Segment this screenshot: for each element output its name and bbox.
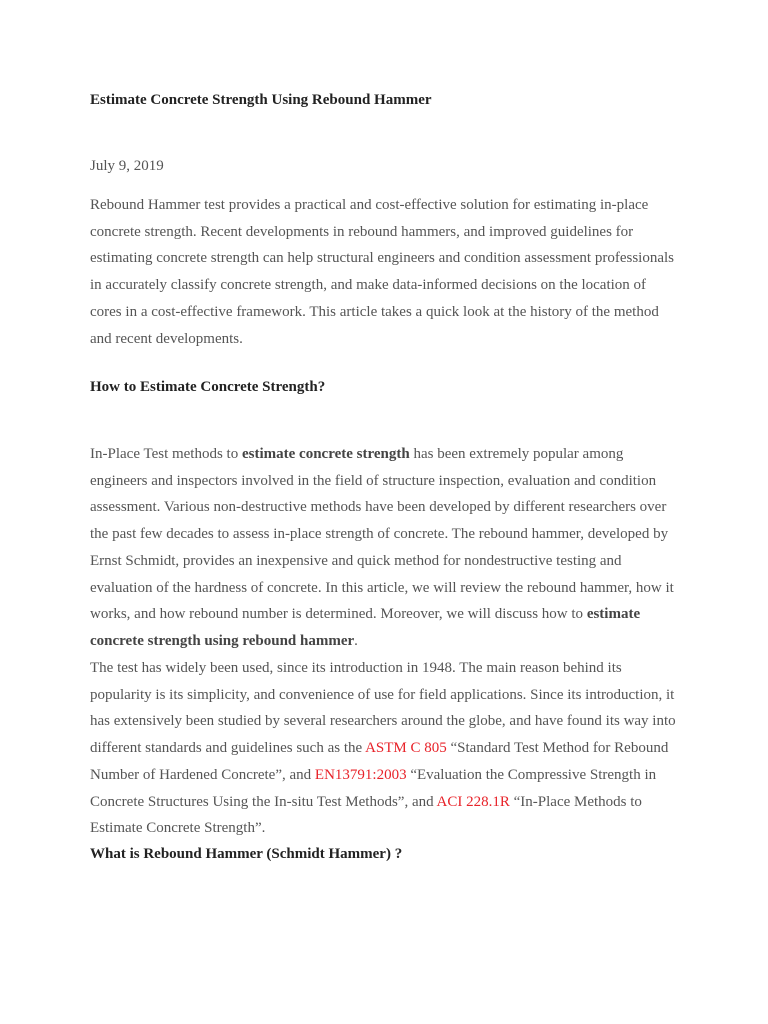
bold-phrase: estimate concrete strength [241, 446, 410, 462]
text-span: “In-Place Methods to Estimate Concrete Strength”. [90, 793, 642, 837]
text-span: has been extremely popular among engineers and inspectors involved in the field of structure inspection, evaluation and condition assessment. Various non-destructive methods have been developed by different researchers over the past few decades to assess in-place strength of concrete. The rebound hammer, developed by Ernst Schmidt, provides an inexpensive and quick method for nondestructive testing and evaluation of the hardness of concrete. In this article, we will review the rebound hammer, how it works, and how rebound number is determined. Moreover, we will discuss how to [90, 446, 674, 623]
bold-phrase: estimate concrete strength using rebound hammer [90, 606, 641, 649]
link-aci-228-1r[interactable]: ACI 228.1R [436, 793, 510, 810]
paragraph-test-history [90, 655, 680, 842]
text-span: “Standard Test Method for Rebound Number of Hardened Concrete”, and [90, 740, 669, 783]
text-span: The test has widely been used, since its introduction in 1948. The main reason behind its popularity is its simplicity, and convenience of use for field applications. Since its introduction, it has extensively been studied by several researchers around the globe, and have found its way into different standards and guidelines such as the [90, 660, 676, 757]
link-en13791[interactable]: EN13791:2003 [314, 766, 407, 783]
text-span: “Evaluation the Compressive Strength in Concrete Structures Using the In-situ Test Methods”, and [90, 766, 657, 810]
text-span: . [354, 632, 358, 649]
intro-paragraph: Rebound Hammer test provides a practical and cost-effective solution for estimating in-place concrete strength. Recent developments in rebound hammers, and improved guidelines for estimating concrete strength can help structural engineers and condition assessment professionals in accurately classify concrete strength, and make data-informed decisions on the location of cores in a cost-effective framework. This article takes a quick look at the history of the method and recent developments. [90, 197, 674, 347]
section-heading-how-to-estimate: How to Estimate Concrete Strength? [90, 379, 326, 395]
paragraph-in-place-methods [90, 441, 680, 655]
section-heading-what-is-rebound-hammer: What is Rebound Hammer (Schmidt Hammer) ? [90, 846, 403, 862]
text-span: In-Place Test methods to [90, 446, 242, 462]
article-title: Estimate Concrete Strength Using Rebound Hammer [90, 92, 432, 108]
article-date: July 9, 2019 [90, 158, 164, 174]
link-astm-c805[interactable]: ASTM C 805 [365, 740, 447, 757]
